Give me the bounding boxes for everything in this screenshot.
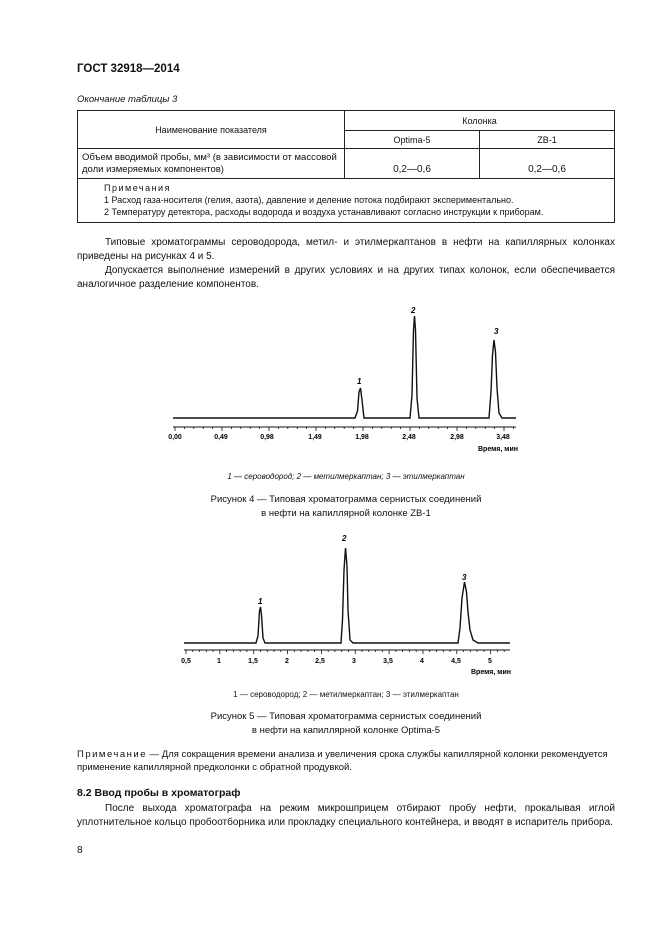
f4-tick-label: 3,48 [496,434,510,441]
header-indicator: Наименование показателя [78,111,345,149]
figure-5-trace [184,548,510,643]
f4-tick-label: 2,98 [450,434,464,441]
f4-peak-label-3: 3 [494,327,499,336]
f4-axis-ticks [175,427,513,431]
header-zb1: ZB-1 [480,131,615,149]
f5-axis-ticks [186,650,504,654]
section-paragraph: После выхода хроматографа на режим микрошприцем отбирают пробу нефти, прокалывая иглой уплотнительное кольцо пробоотборника или прокладку специального контейнера, и вводят в испаритель прибора. [77,803,615,828]
f4-tick-label: 0,49 [214,434,228,441]
f4-peak-label-2: 2 [411,306,416,315]
f5-tick-label: 4 [420,658,424,665]
standard-header: ГОСТ 32918—2014 [77,63,180,75]
section-title: 8.2 Ввод пробы в хроматограф [77,787,241,799]
header-column-group: Колонка [345,111,615,131]
figure-4-trace [173,316,516,418]
notes-title: Примечания [104,183,171,193]
f5-tick-label: 0,5 [181,658,191,665]
f5-peak-label-3: 3 [462,573,467,582]
figure-5-title-line-2: в нефти на капиллярной колонке Optima-5 [251,725,441,736]
figure-4-legend: 1 — сероводород; 2 — метилмеркаптан; 3 — этилмеркаптан [227,472,465,481]
f4-peak-label-1: 1 [357,377,362,386]
f4-axis-label: Время, мин [478,446,518,453]
figure-note [77,748,615,774]
header-optima: Optima-5 [345,131,480,149]
f4-tick-label: 1,49 [308,434,322,441]
note-label: Примечание [77,749,147,760]
f5-tick-label: 4,5 [451,658,461,665]
f4-tick-labels [168,434,510,441]
note-text: — Для сокращения времени анализа и увеличения срока службы капиллярной колонки рекомендуется применение капиллярной предколонки с обратной продувкой. [77,749,608,773]
value-optima: 0,2—0,6 [345,149,480,179]
value-zb1: 0,2—0,6 [480,149,615,179]
figure-5-legend: 1 — сероводород; 2 — метилмеркаптан; 3 — этилмеркаптан [233,690,459,699]
f5-axis-label: Время, мин [471,669,511,676]
f4-tick-label: 2,48 [402,434,416,441]
f5-tick-label: 3 [352,658,356,665]
f5-tick-label: 1 [217,658,221,665]
row-label: Объем вводимой пробы, мм³ (в зависимости от массовой доли измеряемых компонентов) [78,149,345,179]
f5-tick-label: 5 [488,658,492,665]
f5-tick-label: 2,5 [315,658,325,665]
figure-5-title-line-1: Рисунок 5 — Типовая хроматограмма сернистых соединений [210,711,482,722]
f5-tick-label: 2 [285,658,289,665]
f4-tick-label: 1,98 [355,434,369,441]
f5-tick-label: 3,5 [383,658,393,665]
f5-peak-label-2: 2 [342,534,347,543]
note-2: 2 Температуру детектора, расходы водорода и воздуха устанавливают согласно инструкции к приборам. [104,207,544,217]
f4-tick-label: 0,98 [260,434,274,441]
paragraph-1: Типовые хроматограммы сероводорода, метил- и этилмеркаптанов в нефти на капиллярных колонках приведены на рисунках 4 и 5. [77,237,615,262]
figure-4-title-line-1: Рисунок 4 — Типовая хроматограмма сернистых соединений [210,494,482,505]
figure-4-title-line-2: в нефти на капиллярной колонке ZB-1 [261,508,431,519]
page-number: 8 [77,845,83,856]
table-caption: Окончание таблицы 3 [77,94,178,105]
f5-tick-label: 1,5 [248,658,258,665]
f5-peak-label-1: 1 [258,597,263,606]
note-1: 1 Расход газа-носителя (гелия, азота), давление и деление потока подбирают экспериментально. [104,195,514,205]
f4-tick-label: 0,00 [168,434,182,441]
paragraph-2: Допускается выполнение измерений в других условиях и на других типах колонок, если обеспечивается аналогичное разделение компонентов. [77,265,615,290]
